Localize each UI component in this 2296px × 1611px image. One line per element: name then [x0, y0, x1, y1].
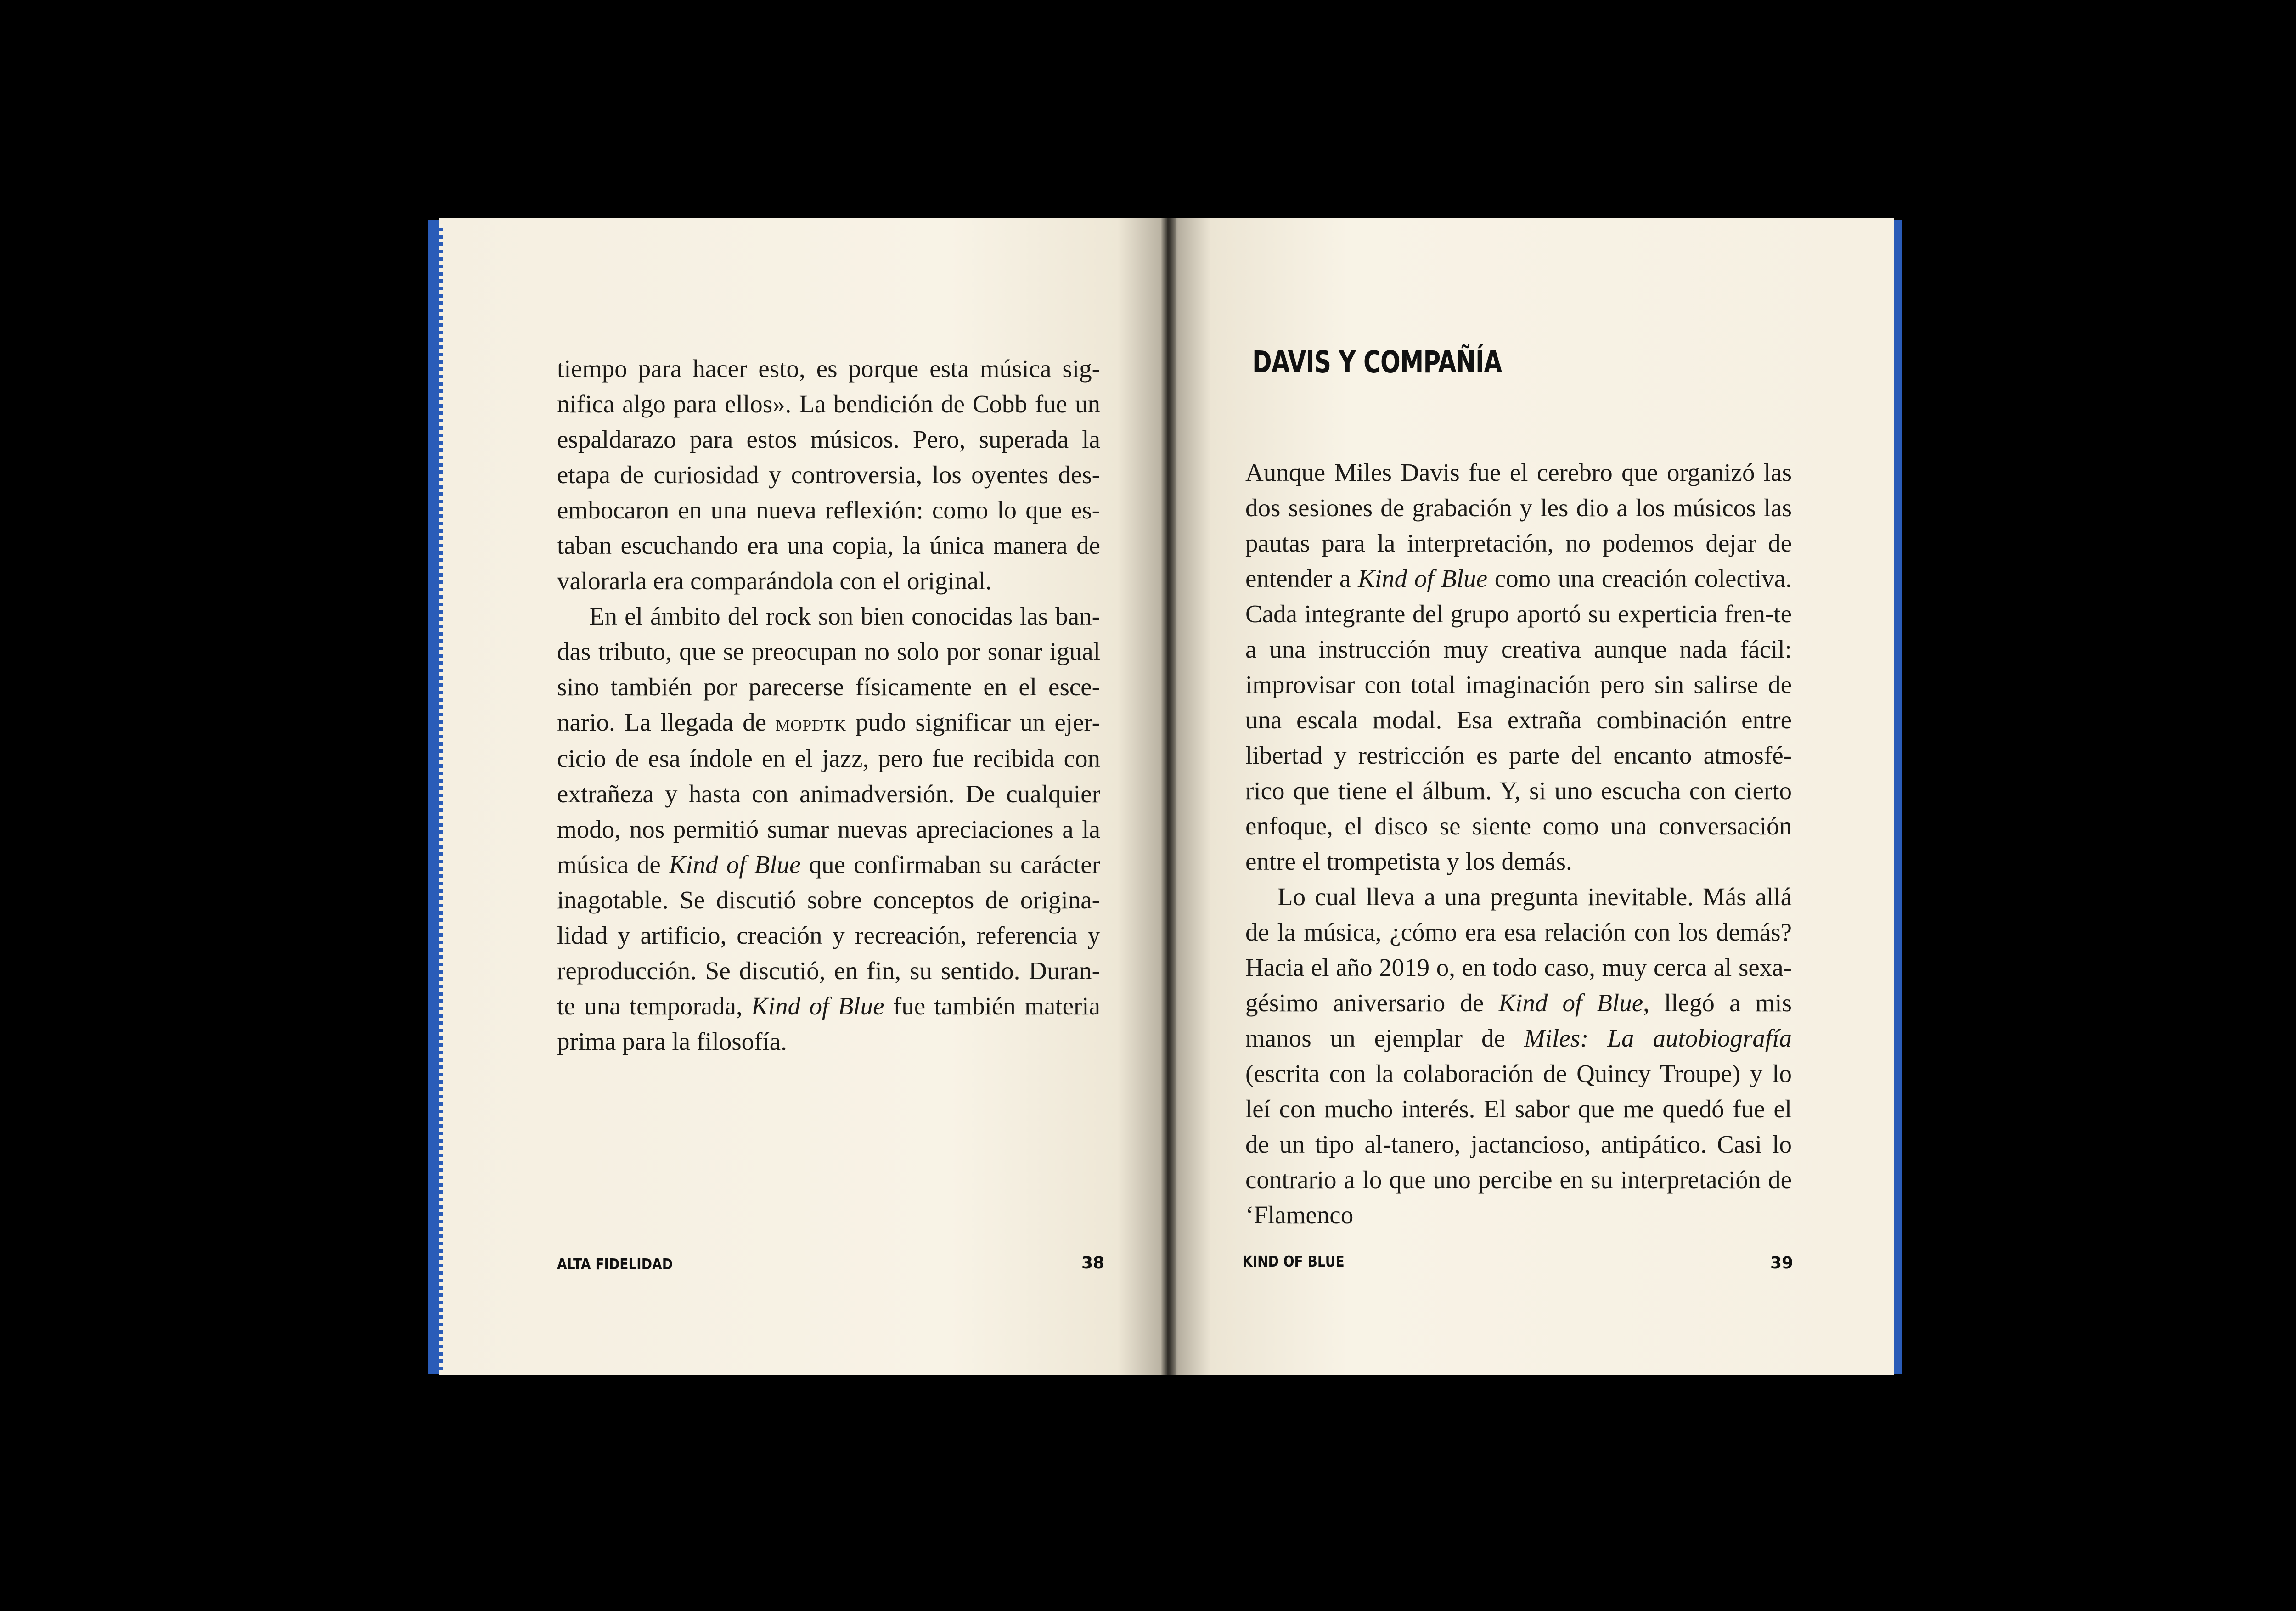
text-run: dos sesiones de grabación y les dio a los músicos las — [1245, 494, 1792, 522]
spine-gutter — [1161, 218, 1176, 1375]
left-page-body — [557, 351, 1100, 1059]
text-run: entre el trompetista y los demás. — [1245, 847, 1572, 875]
text-run: extrañeza y hasta con animadversión. De cualquier — [557, 780, 1100, 808]
italic-title: Miles: La autobiografía — [1524, 1024, 1792, 1052]
text-run: tanero, jactancioso, antipático. Casi lo contrario a lo — [1245, 1130, 1792, 1194]
text-run: entender a — [1245, 564, 1358, 592]
text-run: (escrita con la — [1245, 1059, 1394, 1087]
running-head-left: ALTA FIDELIDAD — [557, 1255, 673, 1273]
text-run: nifica algo para ellos». La bendición de Cobb fue un — [557, 390, 1100, 418]
text-run: libertad y restricción es parte del encanto atmosfé- — [1245, 741, 1792, 769]
text-run: espaldarazo para estos músicos. Pero, superada la — [557, 425, 1100, 453]
text-run: te a una instrucción muy creativa aunque nada fácil: — [1245, 600, 1792, 663]
text-run: un ejemplar de — [1330, 1024, 1524, 1052]
text-run: modo, nos permitió sumar nuevas apreciaciones a la — [557, 815, 1100, 843]
left-paragraph-1 — [557, 351, 1100, 598]
text-run: Hacia el año 2019 o, en todo caso, muy cerca al sexa- — [1245, 953, 1792, 981]
text-run: taban escuchando era una copia, la única manera de — [557, 531, 1100, 559]
text-run: te una temporada, — [557, 992, 752, 1020]
text-run: interés. El sabor que me quedó fue el de un tipo al- — [1245, 1095, 1792, 1158]
text-run: que uno percibe en su interpretación de ‘Flamenco — [1245, 1166, 1792, 1229]
text-run: prima para la filosofía. — [557, 1027, 787, 1055]
text-run: colaboración de Quincy Troupe) y lo leí con mucho — [1245, 1059, 1792, 1123]
right-page-body — [1245, 455, 1792, 1233]
text-run: etapa de curiosidad y controversia, los oyentes des- — [557, 461, 1100, 489]
text-run: improvisar con total imaginación pero sin salirse de — [1245, 670, 1792, 698]
right-paragraph-2 — [1245, 879, 1792, 1233]
text-run: Aunque Miles Davis fue el cerebro que organizó las — [1245, 458, 1792, 486]
italic-title: Kind of Blue — [1358, 564, 1488, 592]
page-number-right: 39 — [1770, 1254, 1794, 1273]
text-run: pautas para la interpretación, no podemos dejar de — [1245, 529, 1792, 557]
text-run: una escala modal. Esa extraña combinación entre — [1245, 706, 1792, 734]
text-run: reproducción. Se discutió, en fin, su sentido. Duran- — [557, 957, 1100, 985]
text-run: gésimo aniversario de — [1245, 989, 1499, 1017]
text-run: como una creación colectiva. — [1487, 564, 1792, 592]
left-paragraph-2 — [557, 598, 1100, 1059]
text-run: música de — [557, 851, 669, 879]
text-run: cicio de esa índole en el jazz, pero fue recibida con — [557, 744, 1100, 772]
text-run: tiempo para hacer esto, es porque esta música sig- — [557, 355, 1100, 383]
text-run: Lo cual lleva a una pregunta inevitable. Más allá — [1277, 883, 1792, 911]
text-run: lidad y artificio, creación y recreación, referencia y — [557, 921, 1100, 949]
text-run: embocaron en una nueva reflexión: como lo que es- — [557, 496, 1100, 524]
text-run: fue también materia — [884, 992, 1100, 1020]
text-run: que confirmaban su carácter — [800, 851, 1100, 879]
text-run: sino también por parecerse físicamente en el esce- — [557, 673, 1100, 701]
running-head-right: KIND OF BLUE — [1243, 1252, 1345, 1270]
text-run: valorarla era comparándola con el original. — [557, 567, 992, 595]
small-caps-acronym: mopdtk — [776, 710, 846, 736]
italic-title: Kind of Blue — [1498, 989, 1643, 1017]
text-run: nario. La llegada de — [557, 708, 776, 736]
text-run: inagotable. Se discutió sobre conceptos de origina- — [557, 886, 1100, 914]
page-edge-perforation — [439, 224, 443, 1372]
text-run: En el ámbito del rock son bien conocidas las ban- — [589, 602, 1100, 630]
text-run: das tributo, que se preocupan no solo por sonar igual — [557, 637, 1100, 665]
text-run: Cada integrante del grupo aportó su experticia fren- — [1245, 600, 1774, 628]
page-number-left: 38 — [1081, 1254, 1105, 1273]
text-run: enfoque, el disco se siente como una conversación — [1245, 812, 1792, 840]
text-run: rico que tiene el álbum. Y, si uno escucha con cierto — [1245, 777, 1792, 805]
italic-title: Kind of Blue — [751, 992, 884, 1020]
text-run: , llegó a mis manos — [1245, 989, 1792, 1052]
right-paragraph-1 — [1245, 455, 1792, 879]
text-run: de la música, ¿cómo era esa relación con los demás? — [1245, 918, 1792, 946]
italic-title: Kind of Blue — [669, 851, 801, 879]
text-run: pudo significar un ejer- — [846, 708, 1100, 736]
section-title: DAVIS Y COMPAÑÍA — [1252, 344, 1502, 380]
